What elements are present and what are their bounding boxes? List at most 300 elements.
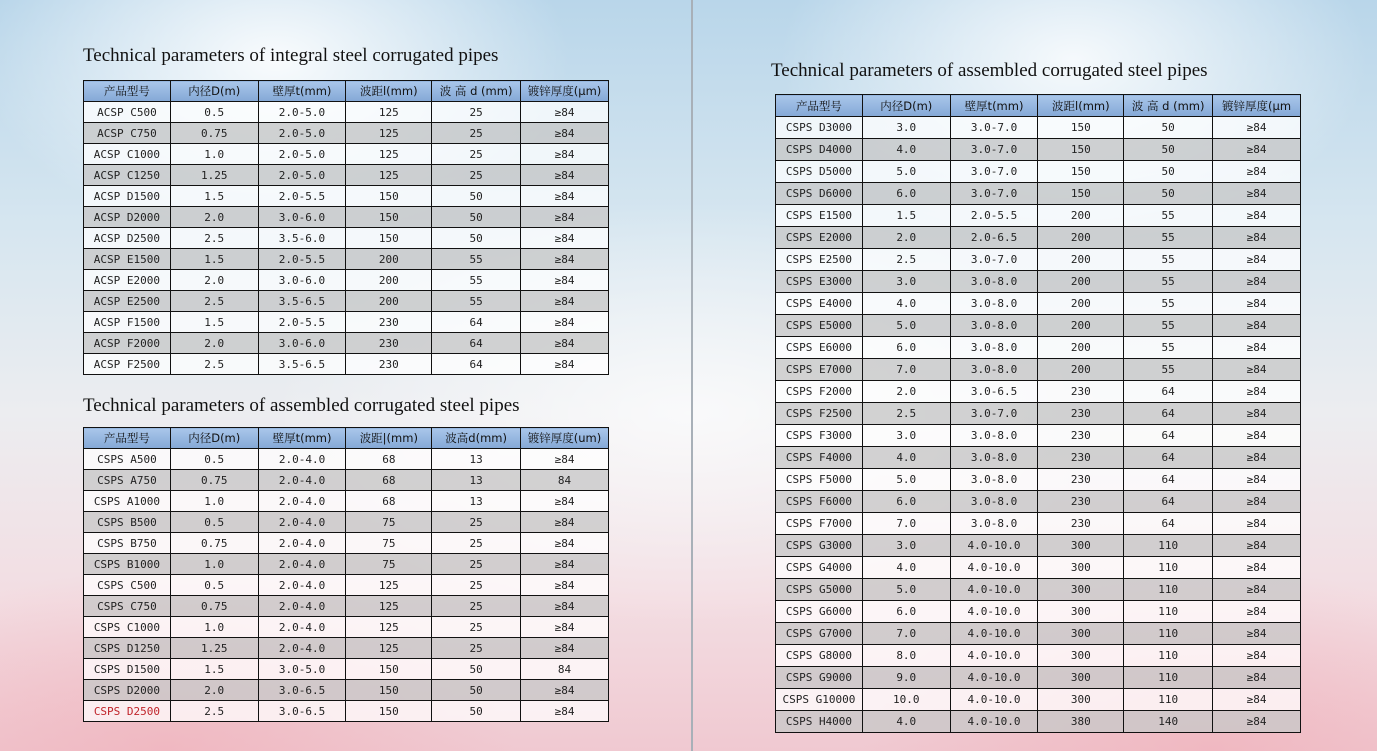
wave-height-cell: 50 (432, 680, 521, 701)
model-cell: CSPS F6000 (776, 491, 863, 513)
model-cell: CSPS F5000 (776, 469, 863, 491)
wave-height-cell: 64 (1124, 447, 1213, 469)
wave-pitch-cell: 230 (346, 333, 432, 354)
wave-height-cell: 64 (432, 333, 521, 354)
zinc-thickness-cell: ≥84 (521, 333, 609, 354)
wall-thickness-cell: 4.0-10.0 (950, 535, 1038, 557)
wave-pitch-cell: 200 (346, 270, 432, 291)
column-header: 镀锌厚度(um) (521, 428, 609, 449)
column-header: 镀锌厚度(μm (1213, 95, 1301, 117)
table-row (776, 249, 1301, 271)
wave-pitch-cell: 125 (346, 165, 432, 186)
zinc-thickness-cell: ≥84 (1213, 447, 1301, 469)
table-row (776, 535, 1301, 557)
wave-height-cell: 64 (1124, 403, 1213, 425)
wave-pitch-cell: 230 (1038, 381, 1124, 403)
model-cell: CSPS A1000 (84, 491, 171, 512)
zinc-thickness-cell: ≥84 (1213, 513, 1301, 535)
wave-pitch-cell: 68 (346, 470, 432, 491)
table-row (84, 491, 609, 512)
inner-diameter-cell: 2.5 (862, 249, 950, 271)
inner-diameter-cell: 6.0 (862, 183, 950, 205)
zinc-thickness-cell: ≥84 (1213, 359, 1301, 381)
wall-thickness-cell: 4.0-10.0 (950, 601, 1038, 623)
wall-thickness-cell: 2.0-4.0 (258, 575, 346, 596)
wave-pitch-cell: 200 (1038, 359, 1124, 381)
wall-thickness-cell: 2.0-4.0 (258, 491, 346, 512)
column-header: 波距l(mm) (346, 81, 432, 102)
wave-height-cell: 110 (1124, 689, 1213, 711)
model-cell: CSPS D6000 (776, 183, 863, 205)
zinc-thickness-cell: ≥84 (1213, 491, 1301, 513)
assembled-pipes-table-right (775, 94, 1301, 733)
model-cell: CSPS D2500 (84, 701, 171, 722)
zinc-thickness-cell: ≥84 (521, 144, 609, 165)
wave-pitch-cell: 125 (346, 144, 432, 165)
zinc-thickness-cell: ≥84 (521, 102, 609, 123)
inner-diameter-cell: 2.0 (170, 680, 258, 701)
zinc-thickness-cell: ≥84 (521, 354, 609, 375)
column-header: 波距|(mm) (346, 428, 432, 449)
wave-height-cell: 64 (432, 312, 521, 333)
zinc-thickness-cell: ≥84 (1213, 579, 1301, 601)
model-cell: CSPS F2500 (776, 403, 863, 425)
wave-pitch-cell: 300 (1038, 557, 1124, 579)
inner-diameter-cell: 3.0 (862, 117, 950, 139)
model-cell: CSPS G9000 (776, 667, 863, 689)
model-cell: ACSP C1250 (84, 165, 171, 186)
wave-pitch-cell: 125 (346, 617, 432, 638)
inner-diameter-cell: 6.0 (862, 337, 950, 359)
wave-pitch-cell: 150 (346, 207, 432, 228)
wall-thickness-cell: 3.0-7.0 (950, 139, 1038, 161)
wave-pitch-cell: 230 (1038, 513, 1124, 535)
inner-diameter-cell: 8.0 (862, 645, 950, 667)
assembled-pipes-table-left (83, 427, 609, 722)
wave-pitch-cell: 150 (346, 228, 432, 249)
wave-height-cell: 64 (1124, 513, 1213, 535)
table-header-row (84, 81, 609, 102)
column-header: 镀锌厚度(μm) (521, 81, 609, 102)
wall-thickness-cell: 3.0-6.0 (258, 270, 346, 291)
wall-thickness-cell: 2.0-4.0 (258, 470, 346, 491)
page-fold-divider (691, 0, 693, 751)
model-cell: ACSP D2500 (84, 228, 171, 249)
zinc-thickness-cell: ≥84 (521, 449, 609, 470)
inner-diameter-cell: 1.5 (170, 249, 258, 270)
model-cell: CSPS A500 (84, 449, 171, 470)
table-row (84, 617, 609, 638)
table-row (776, 557, 1301, 579)
zinc-thickness-cell: ≥84 (1213, 249, 1301, 271)
inner-diameter-cell: 0.5 (170, 449, 258, 470)
wave-height-cell: 25 (432, 617, 521, 638)
inner-diameter-cell: 1.0 (170, 491, 258, 512)
wave-height-cell: 55 (432, 249, 521, 270)
table-row (776, 469, 1301, 491)
column-header: 产品型号 (776, 95, 863, 117)
inner-diameter-cell: 2.5 (170, 354, 258, 375)
model-cell: CSPS G6000 (776, 601, 863, 623)
wall-thickness-cell: 2.0-5.5 (258, 249, 346, 270)
inner-diameter-cell: 2.5 (170, 228, 258, 249)
inner-diameter-cell: 7.0 (862, 359, 950, 381)
model-cell: CSPS E4000 (776, 293, 863, 315)
inner-diameter-cell: 6.0 (862, 491, 950, 513)
model-cell: CSPS G7000 (776, 623, 863, 645)
model-cell: ACSP E2500 (84, 291, 171, 312)
inner-diameter-cell: 3.0 (862, 535, 950, 557)
wave-height-cell: 64 (1124, 469, 1213, 491)
inner-diameter-cell: 1.0 (170, 144, 258, 165)
wave-height-cell: 55 (432, 291, 521, 312)
wave-height-cell: 55 (1124, 315, 1213, 337)
wave-height-cell: 110 (1124, 579, 1213, 601)
model-cell: ACSP F1500 (84, 312, 171, 333)
wave-pitch-cell: 230 (1038, 447, 1124, 469)
column-header: 产品型号 (84, 81, 171, 102)
wall-thickness-cell: 3.0-6.0 (258, 333, 346, 354)
model-cell: CSPS B500 (84, 512, 171, 533)
inner-diameter-cell: 1.5 (170, 659, 258, 680)
zinc-thickness-cell: ≥84 (1213, 315, 1301, 337)
wall-thickness-cell: 2.0-6.5 (950, 227, 1038, 249)
zinc-thickness-cell: ≥84 (521, 512, 609, 533)
column-header: 波距l(mm) (1038, 95, 1124, 117)
wave-pitch-cell: 200 (1038, 337, 1124, 359)
wave-height-cell: 25 (432, 596, 521, 617)
zinc-thickness-cell: ≥84 (1213, 403, 1301, 425)
wave-pitch-cell: 200 (346, 249, 432, 270)
inner-diameter-cell: 7.0 (862, 623, 950, 645)
wave-pitch-cell: 75 (346, 554, 432, 575)
table-row (776, 315, 1301, 337)
wall-thickness-cell: 2.0-5.5 (258, 312, 346, 333)
wave-pitch-cell: 230 (1038, 469, 1124, 491)
table-row (776, 359, 1301, 381)
wall-thickness-cell: 2.0-5.5 (258, 186, 346, 207)
wave-pitch-cell: 230 (346, 354, 432, 375)
model-cell: CSPS D4000 (776, 139, 863, 161)
table-row (84, 659, 609, 680)
table-row (776, 139, 1301, 161)
inner-diameter-cell: 0.5 (170, 512, 258, 533)
zinc-thickness-cell: ≥84 (1213, 271, 1301, 293)
wave-pitch-cell: 150 (1038, 117, 1124, 139)
inner-diameter-cell: 2.0 (862, 381, 950, 403)
inner-diameter-cell: 4.0 (862, 557, 950, 579)
table-row (84, 533, 609, 554)
wave-pitch-cell: 200 (1038, 271, 1124, 293)
model-cell: CSPS D2000 (84, 680, 171, 701)
model-cell: CSPS F4000 (776, 447, 863, 469)
table-row (84, 291, 609, 312)
table-row (84, 207, 609, 228)
wall-thickness-cell: 3.0-8.0 (950, 315, 1038, 337)
zinc-thickness-cell: ≥84 (1213, 205, 1301, 227)
inner-diameter-cell: 5.0 (862, 579, 950, 601)
wave-pitch-cell: 125 (346, 596, 432, 617)
table-row (776, 425, 1301, 447)
wave-pitch-cell: 300 (1038, 535, 1124, 557)
model-cell: CSPS G10000 (776, 689, 863, 711)
column-header: 壁厚t(mm) (950, 95, 1038, 117)
model-cell: CSPS E3000 (776, 271, 863, 293)
inner-diameter-cell: 0.75 (170, 470, 258, 491)
wall-thickness-cell: 3.0-6.5 (258, 701, 346, 722)
table-row (84, 449, 609, 470)
wave-height-cell: 55 (1124, 249, 1213, 271)
inner-diameter-cell: 2.0 (170, 270, 258, 291)
table-row (776, 491, 1301, 513)
model-cell: ACSP C500 (84, 102, 171, 123)
zinc-thickness-cell: ≥84 (1213, 535, 1301, 557)
model-cell: CSPS F2000 (776, 381, 863, 403)
wave-height-cell: 64 (432, 354, 521, 375)
column-header: 内径D(m) (862, 95, 950, 117)
model-cell: ACSP C750 (84, 123, 171, 144)
wave-height-cell: 64 (1124, 491, 1213, 513)
zinc-thickness-cell: ≥84 (521, 165, 609, 186)
model-cell: ACSP E2000 (84, 270, 171, 291)
inner-diameter-cell: 2.0 (170, 333, 258, 354)
assembled-section-title-right: Technical parameters of assembled corrugated steel pipes (771, 60, 1208, 81)
wave-height-cell: 50 (432, 186, 521, 207)
wave-height-cell: 13 (432, 449, 521, 470)
wall-thickness-cell: 3.0-5.0 (258, 659, 346, 680)
wall-thickness-cell: 3.5-6.5 (258, 291, 346, 312)
wall-thickness-cell: 3.0-7.0 (950, 117, 1038, 139)
wave-height-cell: 25 (432, 575, 521, 596)
wall-thickness-cell: 3.0-7.0 (950, 403, 1038, 425)
wall-thickness-cell: 2.0-4.0 (258, 533, 346, 554)
inner-diameter-cell: 4.0 (862, 139, 950, 161)
wave-pitch-cell: 125 (346, 638, 432, 659)
table-row (776, 513, 1301, 535)
zinc-thickness-cell: 84 (521, 470, 609, 491)
inner-diameter-cell: 5.0 (862, 469, 950, 491)
wave-height-cell: 64 (1124, 425, 1213, 447)
wave-height-cell: 55 (1124, 293, 1213, 315)
table-row (776, 689, 1301, 711)
wave-pitch-cell: 300 (1038, 601, 1124, 623)
wave-pitch-cell: 300 (1038, 579, 1124, 601)
model-cell: CSPS E2500 (776, 249, 863, 271)
wave-pitch-cell: 68 (346, 449, 432, 470)
wave-height-cell: 25 (432, 144, 521, 165)
zinc-thickness-cell: ≥84 (1213, 711, 1301, 733)
zinc-thickness-cell: ≥84 (1213, 381, 1301, 403)
wall-thickness-cell: 3.0-7.0 (950, 249, 1038, 271)
table-row (776, 601, 1301, 623)
wave-height-cell: 55 (1124, 271, 1213, 293)
model-cell: CSPS D3000 (776, 117, 863, 139)
wave-pitch-cell: 200 (346, 291, 432, 312)
wave-pitch-cell: 230 (1038, 491, 1124, 513)
model-cell: CSPS G8000 (776, 645, 863, 667)
wave-pitch-cell: 75 (346, 512, 432, 533)
model-cell: CSPS C750 (84, 596, 171, 617)
zinc-thickness-cell: 84 (521, 659, 609, 680)
wave-pitch-cell: 68 (346, 491, 432, 512)
zinc-thickness-cell: ≥84 (521, 207, 609, 228)
wave-height-cell: 50 (432, 701, 521, 722)
zinc-thickness-cell: ≥84 (521, 533, 609, 554)
wave-height-cell: 25 (432, 638, 521, 659)
wave-pitch-cell: 125 (346, 102, 432, 123)
wave-pitch-cell: 200 (1038, 227, 1124, 249)
wave-height-cell: 25 (432, 165, 521, 186)
table-row (776, 381, 1301, 403)
zinc-thickness-cell: ≥84 (1213, 425, 1301, 447)
wave-height-cell: 64 (1124, 381, 1213, 403)
zinc-thickness-cell: ≥84 (521, 701, 609, 722)
wall-thickness-cell: 4.0-10.0 (950, 667, 1038, 689)
zinc-thickness-cell: ≥84 (1213, 183, 1301, 205)
model-cell: ACSP F2500 (84, 354, 171, 375)
wall-thickness-cell: 3.0-8.0 (950, 337, 1038, 359)
table-row (776, 183, 1301, 205)
wave-height-cell: 50 (1124, 139, 1213, 161)
wall-thickness-cell: 3.0-8.0 (950, 425, 1038, 447)
wall-thickness-cell: 2.0-4.0 (258, 617, 346, 638)
inner-diameter-cell: 2.5 (862, 403, 950, 425)
wave-pitch-cell: 200 (1038, 205, 1124, 227)
zinc-thickness-cell: ≥84 (521, 123, 609, 144)
wall-thickness-cell: 3.5-6.5 (258, 354, 346, 375)
inner-diameter-cell: 4.0 (862, 447, 950, 469)
wave-pitch-cell: 150 (346, 659, 432, 680)
wave-height-cell: 110 (1124, 535, 1213, 557)
wall-thickness-cell: 4.0-10.0 (950, 689, 1038, 711)
wall-thickness-cell: 2.0-4.0 (258, 449, 346, 470)
table-row (776, 117, 1301, 139)
zinc-thickness-cell: ≥84 (1213, 645, 1301, 667)
zinc-thickness-cell: ≥84 (1213, 161, 1301, 183)
wall-thickness-cell: 3.0-8.0 (950, 359, 1038, 381)
wave-pitch-cell: 200 (1038, 315, 1124, 337)
wave-pitch-cell: 75 (346, 533, 432, 554)
table-row (776, 579, 1301, 601)
table-row (84, 596, 609, 617)
wall-thickness-cell: 4.0-10.0 (950, 557, 1038, 579)
inner-diameter-cell: 0.75 (170, 596, 258, 617)
table-row (84, 165, 609, 186)
table-row (84, 470, 609, 491)
wave-height-cell: 140 (1124, 711, 1213, 733)
wall-thickness-cell: 3.0-8.0 (950, 469, 1038, 491)
model-cell: ACSP D2000 (84, 207, 171, 228)
wall-thickness-cell: 2.0-5.5 (950, 205, 1038, 227)
table-row (84, 186, 609, 207)
zinc-thickness-cell: ≥84 (521, 596, 609, 617)
zinc-thickness-cell: ≥84 (521, 638, 609, 659)
zinc-thickness-cell: ≥84 (1213, 117, 1301, 139)
column-header: 壁厚t(mm) (258, 81, 346, 102)
zinc-thickness-cell: ≥84 (1213, 139, 1301, 161)
table-row (84, 701, 609, 722)
table-row (776, 711, 1301, 733)
wall-thickness-cell: 3.0-8.0 (950, 491, 1038, 513)
zinc-thickness-cell: ≥84 (521, 291, 609, 312)
column-header: 波 高 d (mm) (432, 81, 521, 102)
integral-pipes-table (83, 80, 609, 375)
zinc-thickness-cell: ≥84 (1213, 623, 1301, 645)
wave-pitch-cell: 150 (346, 680, 432, 701)
wall-thickness-cell: 4.0-10.0 (950, 645, 1038, 667)
table-row (84, 312, 609, 333)
table-header-row (84, 428, 609, 449)
wave-pitch-cell: 150 (346, 701, 432, 722)
inner-diameter-cell: 1.25 (170, 165, 258, 186)
zinc-thickness-cell: ≥84 (1213, 469, 1301, 491)
wave-height-cell: 110 (1124, 557, 1213, 579)
wave-pitch-cell: 150 (346, 186, 432, 207)
zinc-thickness-cell: ≥84 (1213, 227, 1301, 249)
inner-diameter-cell: 10.0 (862, 689, 950, 711)
wave-pitch-cell: 300 (1038, 667, 1124, 689)
wave-height-cell: 50 (432, 207, 521, 228)
wave-height-cell: 13 (432, 491, 521, 512)
wave-pitch-cell: 125 (346, 123, 432, 144)
model-cell: CSPS E6000 (776, 337, 863, 359)
zinc-thickness-cell: ≥84 (1213, 601, 1301, 623)
model-cell: CSPS B1000 (84, 554, 171, 575)
inner-diameter-cell: 1.25 (170, 638, 258, 659)
wall-thickness-cell: 3.0-6.0 (258, 207, 346, 228)
wave-height-cell: 50 (432, 659, 521, 680)
zinc-thickness-cell: ≥84 (521, 249, 609, 270)
column-header: 波高d(mm) (432, 428, 521, 449)
inner-diameter-cell: 1.0 (170, 617, 258, 638)
inner-diameter-cell: 1.5 (862, 205, 950, 227)
wave-height-cell: 55 (1124, 205, 1213, 227)
table-row (84, 102, 609, 123)
model-cell: CSPS C1000 (84, 617, 171, 638)
wave-height-cell: 13 (432, 470, 521, 491)
wall-thickness-cell: 2.0-4.0 (258, 512, 346, 533)
model-cell: ACSP F2000 (84, 333, 171, 354)
inner-diameter-cell: 2.5 (170, 291, 258, 312)
table-row (84, 249, 609, 270)
wall-thickness-cell: 3.0-8.0 (950, 513, 1038, 535)
table-row (84, 680, 609, 701)
wave-height-cell: 25 (432, 102, 521, 123)
model-cell: CSPS E7000 (776, 359, 863, 381)
inner-diameter-cell: 0.75 (170, 123, 258, 144)
model-cell: CSPS G5000 (776, 579, 863, 601)
model-cell: CSPS D1250 (84, 638, 171, 659)
wave-height-cell: 55 (432, 270, 521, 291)
wave-pitch-cell: 230 (346, 312, 432, 333)
wall-thickness-cell: 3.0-8.0 (950, 447, 1038, 469)
wave-pitch-cell: 150 (1038, 183, 1124, 205)
inner-diameter-cell: 9.0 (862, 667, 950, 689)
zinc-thickness-cell: ≥84 (521, 491, 609, 512)
wave-height-cell: 110 (1124, 601, 1213, 623)
wall-thickness-cell: 4.0-10.0 (950, 623, 1038, 645)
wall-thickness-cell: 2.0-5.0 (258, 102, 346, 123)
column-header: 壁厚t(mm) (258, 428, 346, 449)
wall-thickness-cell: 3.0-7.0 (950, 161, 1038, 183)
wave-pitch-cell: 150 (1038, 139, 1124, 161)
wall-thickness-cell: 2.0-5.0 (258, 165, 346, 186)
table-row (84, 270, 609, 291)
table-row (776, 403, 1301, 425)
model-cell: CSPS A750 (84, 470, 171, 491)
wall-thickness-cell: 2.0-5.0 (258, 144, 346, 165)
table-row (84, 638, 609, 659)
